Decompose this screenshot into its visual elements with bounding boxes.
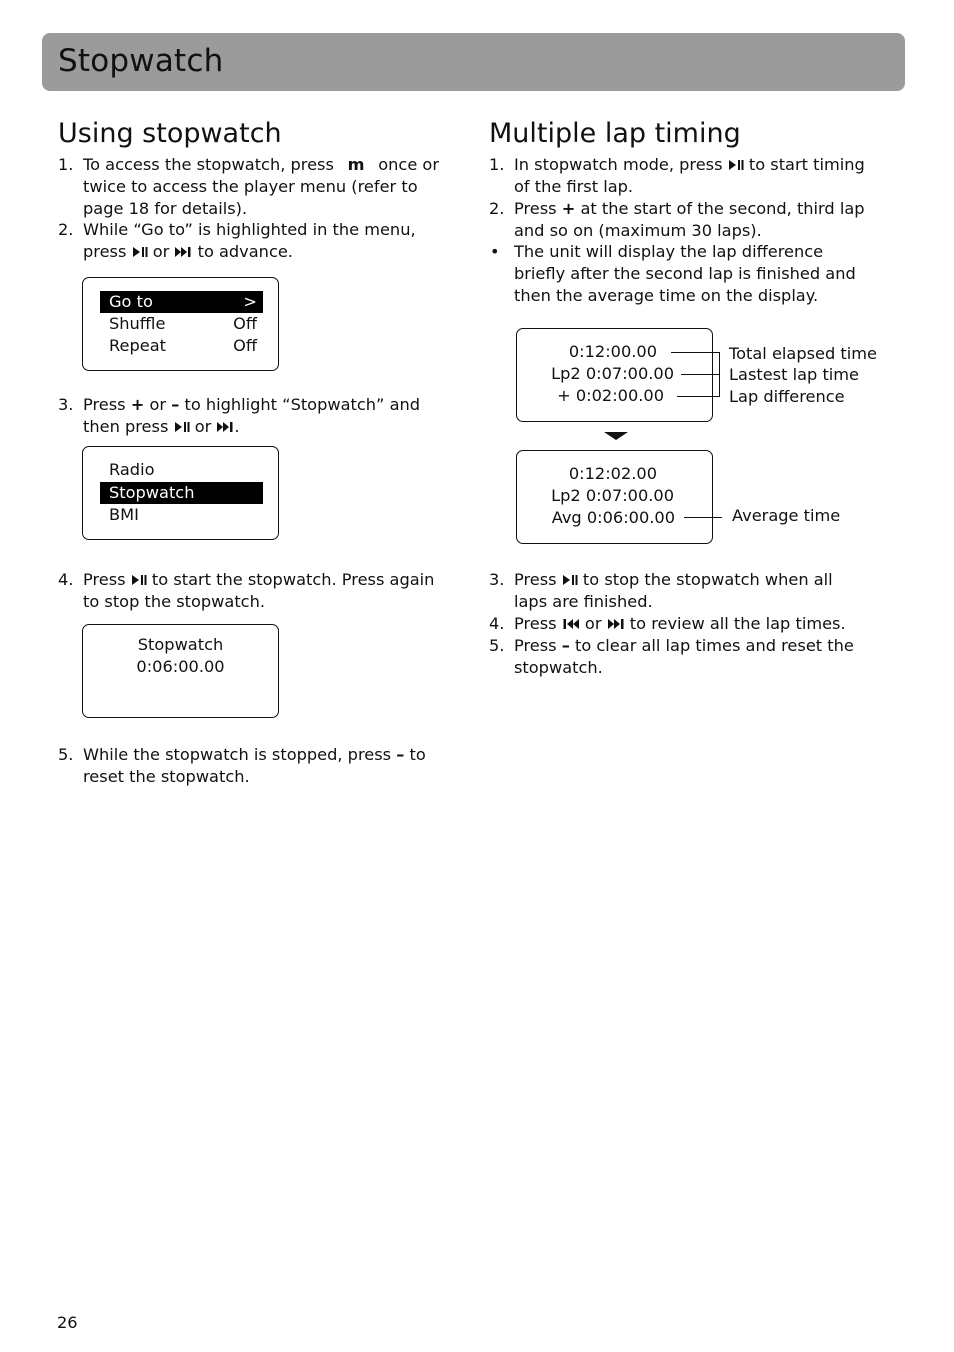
menu-label: Radio xyxy=(109,460,155,479)
menu-row xyxy=(100,504,263,526)
skip-forward-icon xyxy=(216,421,234,433)
menu-label: Shuffle xyxy=(109,314,166,333)
step-text: Press xyxy=(83,395,126,414)
display-time: 0:06:00.00 xyxy=(136,657,225,676)
step-text: Press xyxy=(83,570,126,589)
display-total-time: 0:12:02.00 xyxy=(568,464,657,483)
section-header-bar xyxy=(42,33,905,91)
step-number: 1. xyxy=(489,155,505,174)
menu-label: Repeat xyxy=(109,336,166,355)
display-lap-difference: + 0:02:00.00 xyxy=(557,386,664,405)
step-number: 2. xyxy=(58,220,74,239)
step-text: briefly after the second lap is finished and xyxy=(514,264,856,283)
lcd-stopwatch-display xyxy=(82,624,279,718)
menu-value: > xyxy=(243,292,257,311)
step-text: Press xyxy=(514,570,557,589)
step-number: 3. xyxy=(58,395,74,414)
down-arrow-icon xyxy=(604,432,628,440)
step-text: to start timing xyxy=(748,155,865,174)
play-pause-icon xyxy=(174,421,190,433)
right-heading: Multiple lap timing xyxy=(489,118,741,149)
callout-line xyxy=(684,517,722,518)
lcd-menu-goto xyxy=(82,277,279,371)
step-number: 5. xyxy=(489,636,505,655)
step-text: or xyxy=(149,395,167,414)
step-text: to start the stopwatch. Press again xyxy=(151,570,435,589)
menu-label: Go to xyxy=(109,292,153,311)
menu-row xyxy=(100,335,263,357)
step-number: 2. xyxy=(489,199,505,218)
step-number: 4. xyxy=(489,614,505,633)
step-text: once or xyxy=(378,155,439,174)
step-text: then press xyxy=(83,417,169,436)
step-text: to review all the lap times. xyxy=(629,614,846,633)
menu-label: BMI xyxy=(109,505,139,524)
display-average-time: Avg 0:06:00.00 xyxy=(551,508,675,527)
step-text: or xyxy=(584,614,602,633)
lcd-lap-difference xyxy=(516,328,713,422)
page-title: Stopwatch xyxy=(58,43,224,79)
display-title: Stopwatch xyxy=(137,635,224,654)
step-text: to advance. xyxy=(197,242,293,261)
menu-label: Stopwatch xyxy=(109,483,195,502)
skip-forward-icon xyxy=(174,246,192,258)
step-number: 5. xyxy=(58,745,74,764)
step-text: The unit will display the lap difference xyxy=(514,242,824,261)
step-number: 1. xyxy=(58,155,74,174)
step-text: at the start of the second, third lap xyxy=(580,199,865,218)
callout-average-time: Average time xyxy=(732,506,841,525)
step-text: Press xyxy=(514,199,557,218)
step-number: 3. xyxy=(489,570,505,589)
step-text: In stopwatch mode, press xyxy=(514,155,723,174)
menu-row-selected xyxy=(100,291,263,313)
key-plus: + xyxy=(130,395,145,414)
menu-value: Off xyxy=(233,314,257,333)
key-plus: + xyxy=(561,199,576,218)
step-text: Press xyxy=(514,636,557,655)
menu-value: Off xyxy=(233,336,257,355)
step-number: 4. xyxy=(58,570,74,589)
display-total-time: 0:12:00.00 xyxy=(568,342,657,361)
step-text: to highlight “Stopwatch” and xyxy=(184,395,421,414)
callout-line xyxy=(671,352,720,353)
bullet-mark: • xyxy=(490,242,500,261)
skip-forward-icon xyxy=(607,618,625,630)
menu-row-selected xyxy=(100,482,263,504)
left-heading: Using stopwatch xyxy=(58,118,282,149)
key-minus: – xyxy=(171,395,180,414)
skip-back-icon xyxy=(562,618,580,630)
step-text: Press xyxy=(514,614,557,633)
menu-row xyxy=(100,313,263,335)
step-text: to stop the stopwatch when all xyxy=(582,570,833,589)
step-text: stopwatch. xyxy=(514,658,603,677)
step-text: To access the stopwatch, press xyxy=(83,155,334,174)
page-number: 26 xyxy=(57,1313,78,1332)
callout-bracket xyxy=(719,352,720,397)
callout-total-elapsed: Total elapsed time xyxy=(729,344,877,363)
callout-latest-lap: Lastest lap time xyxy=(729,365,860,384)
step-text: and so on (maximum 30 laps). xyxy=(514,221,762,240)
step-text: . xyxy=(234,417,240,436)
step-text: to stop the stopwatch. xyxy=(83,592,265,611)
display-lap-time: Lp2 0:07:00.00 xyxy=(551,364,674,383)
step-text: to xyxy=(409,745,426,764)
step-text: to clear all lap times and reset the xyxy=(575,636,854,655)
lcd-menu-stopwatch xyxy=(82,446,279,540)
callout-line xyxy=(681,374,720,375)
step-text: or xyxy=(194,417,212,436)
display-lap-time: Lp2 0:07:00.00 xyxy=(551,486,674,505)
play-pause-icon xyxy=(131,574,147,586)
callout-line xyxy=(677,396,720,397)
key-minus: – xyxy=(396,745,405,764)
step-text: While the stopwatch is stopped, press xyxy=(83,745,392,764)
play-pause-icon xyxy=(728,159,744,171)
step-text: page 18 for details). xyxy=(83,199,248,218)
callout-lap-difference: Lap difference xyxy=(729,387,845,406)
step-text: of the first lap. xyxy=(514,177,634,196)
step-text: press xyxy=(83,242,127,261)
play-pause-icon xyxy=(562,574,578,586)
step-text: twice to access the player menu (refer to xyxy=(83,177,418,196)
key-minus: – xyxy=(561,636,570,655)
step-text: While “Go to” is highlighted in the menu, xyxy=(83,220,416,239)
step-text: or xyxy=(152,242,170,261)
play-pause-icon xyxy=(132,246,148,258)
step-text: then the average time on the display. xyxy=(514,286,819,305)
lcd-average-time xyxy=(516,450,713,544)
step-text: reset the stopwatch. xyxy=(83,767,250,786)
step-text: laps are finished. xyxy=(514,592,653,611)
key-m: m xyxy=(347,155,365,174)
menu-row xyxy=(100,459,263,481)
